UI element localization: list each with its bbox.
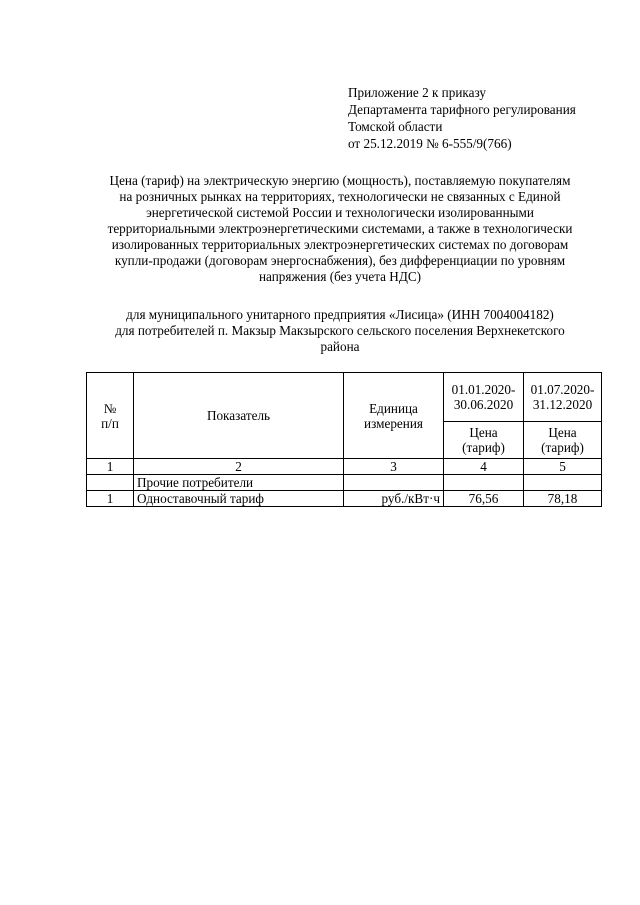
column-number: 5 [524,459,602,475]
title-line: энергетической системой России и технологически изолированными [146,205,534,220]
column-number: 4 [444,459,524,475]
subtitle-line: для потребителей п. Макзыр Макзырского сельского поселения Верхнекетского [115,323,565,338]
empty-cell [344,475,444,491]
header-period-2 [524,373,602,422]
appendix-line: Томской области [348,119,443,134]
period-line: 30.06.2020 [453,397,514,412]
header-number-line: № [103,400,117,416]
period-line: 01.07.2020- [530,382,595,397]
row-value-period-2: 78,18 [524,491,602,507]
appendix-order-date: от 25.12.2019 № 6-555/9(766) [348,136,512,151]
title-line: территориальными электроэнергетическими системами, а также в технологически [107,221,573,236]
period-line: 31.12.2020 [532,397,593,412]
header-price-2 [524,422,602,459]
row-indicator: Одноставочный тариф [134,491,344,507]
header-period-1 [444,373,524,422]
title-line: на розничных рынках на территориях, технологически не связанных с Единой [119,189,561,204]
empty-cell [444,475,524,491]
title-line: купли-продажи (договорам энергоснабжения), без дифференциации по уровням [114,253,566,268]
group-row [87,475,602,491]
column-number: 2 [134,459,344,475]
row-value-period-1: 76,56 [444,491,524,507]
subtitle-line: для муниципального унитарного предприятия «Лисица» (ИНН 7004004182) [126,307,554,322]
tariff-table [86,372,602,507]
group-label: Прочие потребители [134,475,344,491]
title-line: напряжения (без учета НДС) [258,269,422,284]
empty-cell [524,475,602,491]
header-price-1 [444,422,524,459]
group-number-cell [87,475,134,491]
title-line: Цена (тариф) на электрическую энергию (мощность), поставляемую покупателям [109,173,571,188]
document-subtitle [84,307,596,355]
period-line: 01.01.2020- [451,382,516,397]
row-unit: руб./кВт·ч [344,491,444,507]
document-title [84,173,596,285]
column-number: 3 [344,459,444,475]
price-line: Цена [469,425,498,440]
price-line: Цена [548,425,577,440]
header-unit [344,373,444,459]
column-number-row [87,459,602,475]
subtitle-line: района [320,339,360,354]
appendix-line: Приложение 2 к приказу [348,85,486,100]
appendix-header [348,84,628,152]
table-row [87,491,602,507]
header-unit-line: Единица [369,400,418,416]
header-unit-line: измерения [364,415,423,431]
header-indicator: Показатель [134,373,344,459]
appendix-line: Департамента тарифного регулирования [348,102,576,117]
price-line: (тариф) [462,440,505,455]
title-line: изолированных территориальных электроэнергетических системах по договорам [111,237,569,252]
column-number: 1 [87,459,134,475]
header-number [87,373,134,459]
header-number-line: п/п [101,415,119,431]
row-number: 1 [87,491,134,507]
price-line: (тариф) [541,440,584,455]
